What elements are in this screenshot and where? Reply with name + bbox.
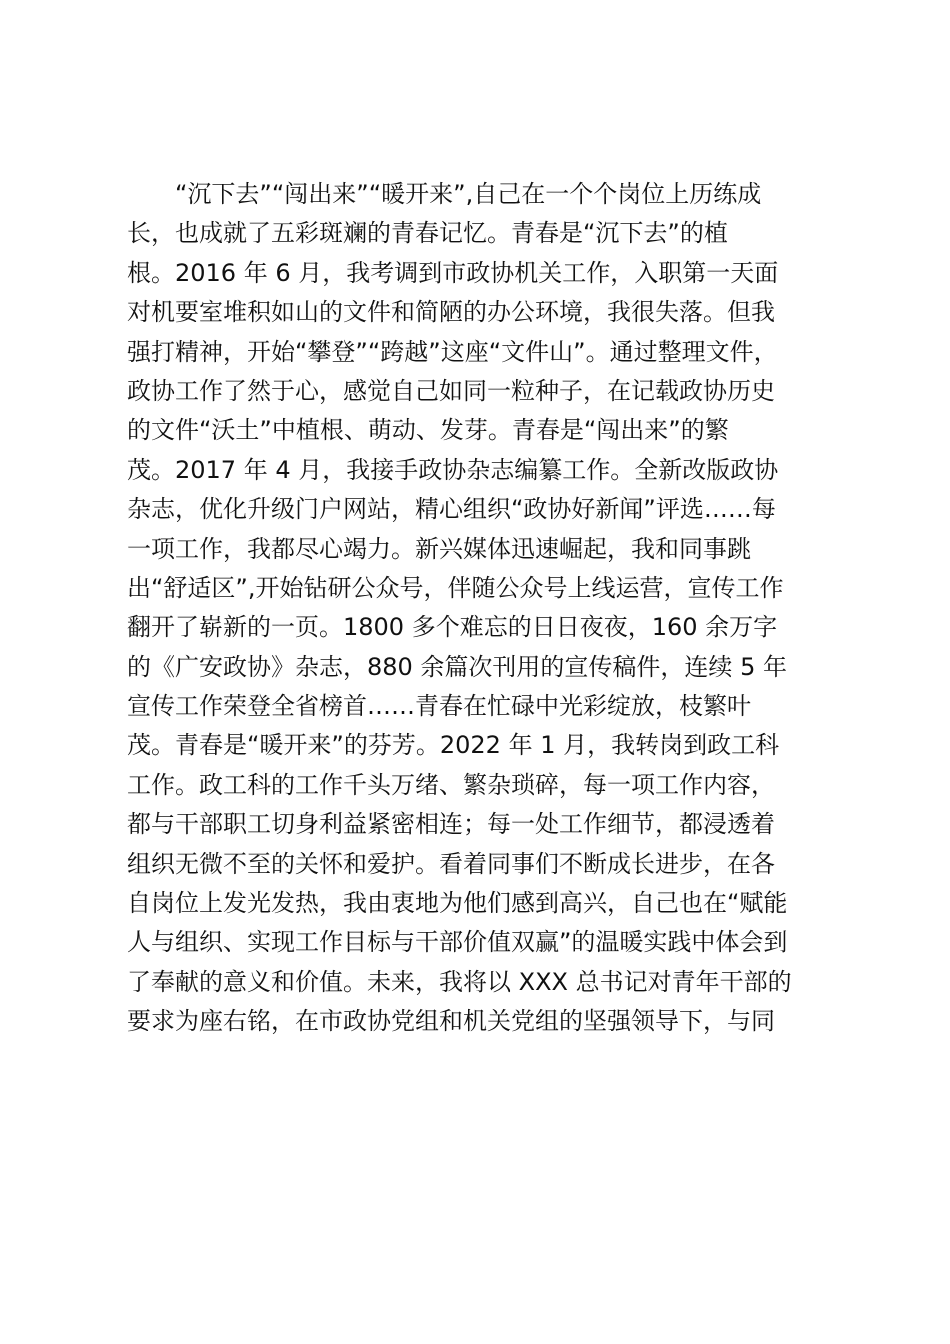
paragraph-line: 茂。2017 年 4 月，我接手政协杂志编纂工作。全新改版政协 (127, 455, 779, 484)
body-paragraph (127, 175, 837, 1042)
paragraph-line: 出“舒适区”,开始钻研公众号，伴随公众号上线运营，宣传工作 (127, 573, 784, 602)
paragraph-line: 都与干部职工切身利益紧密相连；每一处工作细节，都浸透着 (127, 810, 775, 839)
paragraph-line: 长，也成就了五彩斑斓的青春记忆。青春是“沉下去”的植 (127, 219, 728, 248)
paragraph-line: 一项工作，我都尽心竭力。新兴媒体迅速崛起，我和同事跳 (127, 534, 751, 563)
paragraph-line: 组织无微不至的关怀和爱护。看着同事们不断成长进步，在各 (127, 849, 775, 878)
paragraph-line: 根。2016 年 6 月，我考调到市政协机关工作，入职第一天面 (127, 258, 779, 287)
paragraph-line: 工作。政工科的工作千头万绪、繁杂琐碎，每一项工作内容， (127, 770, 775, 799)
paragraph-line: 政协工作了然于心，感觉自己如同一粒种子，在记载政协历史 (127, 376, 775, 405)
paragraph-line: 的文件“沃土”中植根、萌动、发芽。青春是“闯出来”的繁 (127, 416, 729, 445)
paragraph-line: 宣传工作荣登全省榜首……青春在忙碌中光彩绽放，枝繁叶 (127, 692, 751, 721)
paragraph-line: “沉下去”“闯出来”“暖开来”,自己在一个个岗位上历练成 (175, 180, 762, 208)
paragraph-line: 的《广安政协》杂志，880 余篇次刊用的宣传稿件，连续 5 年 (127, 652, 787, 681)
paragraph-line: 了奉献的意义和价值。未来，我将以 XXX 总书记对青年干部的 (127, 967, 792, 996)
paragraph-line: 自岗位上发光发热，我由衷地为他们感到高兴，自己也在“赋能 (127, 889, 788, 918)
paragraph-line: 对机要室堆积如山的文件和简陋的办公环境，我很失落。但我 (127, 298, 775, 327)
paragraph-line: 翻开了崭新的一页。1800 多个难忘的日日夜夜，160 余万字 (127, 613, 778, 642)
paragraph-line: 茂。青春是“暖开来”的芬芳。2022 年 1 月，我转岗到政工科 (127, 731, 780, 760)
paragraph-line: 人与组织、实现工作目标与干部价值双赢”的温暖实践中体会到 (127, 928, 788, 957)
paragraph-line: 要求为座右铭，在市政协党组和机关党组的坚强领导下，与同 (127, 1007, 775, 1036)
paragraph-line: 杂志，优化升级门户网站，精心组织“政协好新闻”评选……每 (127, 495, 776, 524)
paragraph-line: 强打精神，开始“攀登”“跨越”这座“文件山”。通过整理文件， (127, 337, 778, 366)
